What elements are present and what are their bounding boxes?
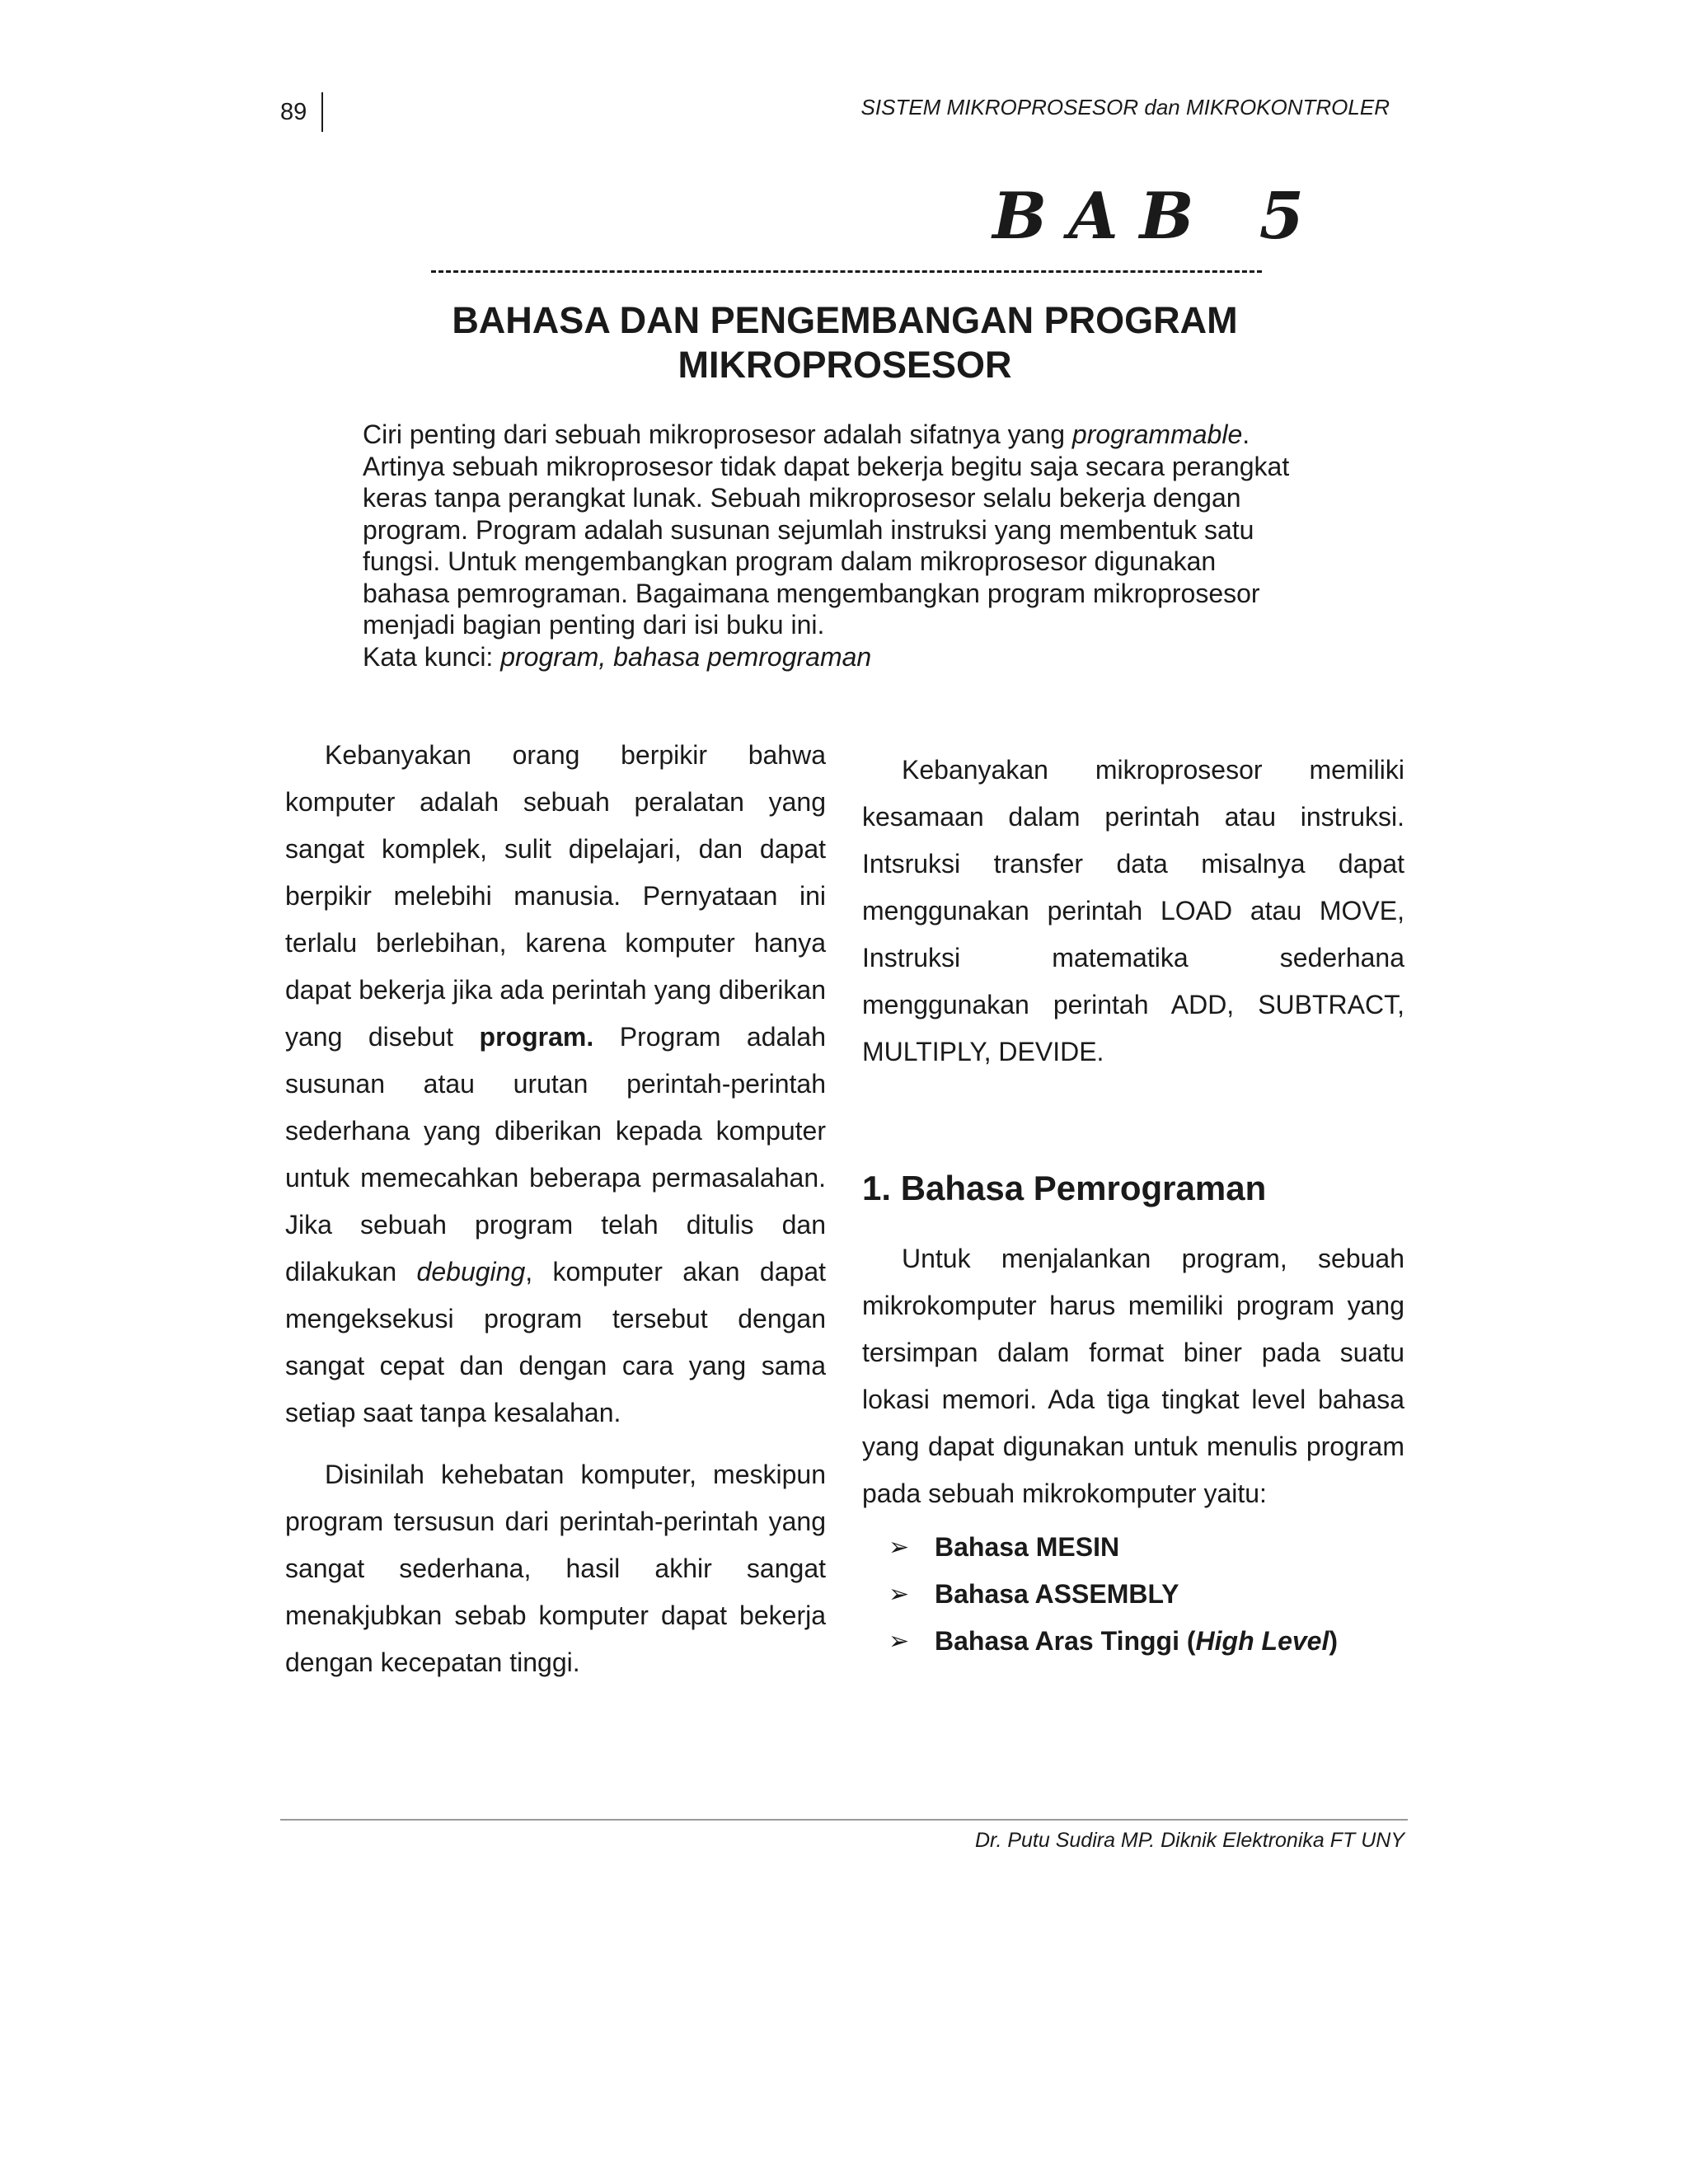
abstract-line: keras tanpa perangkat lunak. Sebuah mikroprosesor selalu bekerja dengan [363,483,1241,513]
arrow-bullet-icon: ➢ [889,1534,910,1561]
chapter-label: BAB 5 [992,179,1325,254]
list-item [862,1618,1404,1665]
abstract-emphasis: programmable [1071,419,1243,449]
paragraph-text: , komputer akan dapat mengeksekusi program tersebut dengan sangat cepat dan dengan cara yang sama setiap saat tanpa kesalahan. [285,1257,827,1427]
list-item [862,1571,1404,1618]
abstract-line: Artinya sebuah mikroprosesor tidak dapat bekerja begitu saja secara perangkat [363,451,1290,481]
left-column [285,732,826,1686]
list-item-text: Bahasa Aras Tinggi ( [935,1626,1196,1656]
paragraph-text: Kebanyakan orang berpikir bahwa komputer adalah sebuah peralatan yang sangat komplek, sulit dipelajari, dan dapat berpikir melebihi manusia. Pernyataan ini terlalu berlebihan, karena komputer hanya dapat bekerja jika ada perintah yang diberikan yang disebut [285,740,826,1052]
running-header: SISTEM MIKROPROSESOR dan MIKROKONTROLER [860,95,1390,120]
chapter-abstract [363,419,1329,673]
keywords-label: Kata kunci: [363,641,501,672]
section-heading: 1. Bahasa Pemrograman [862,1169,1267,1207]
list-item-text: Bahasa ASSEMBLY [935,1579,1179,1609]
abstract-line: menjadi bagian penting dari isi buku ini. [363,610,825,640]
right-column [862,747,1404,1665]
list-item-text: ) [1329,1626,1338,1656]
body-paragraph: Kebanyakan mikroprosesor memiliki kesamaan dalam perintah atau instruksi. Intsruksi transfer data misalnya dapat menggunakan perintah LOAD atau MOVE, Instruksi matematika sederhana menggunakan perintah ADD, SUBTRACT, MULTIPLY, DEVIDE. [862,755,1404,1066]
abstract-text: Ciri penting dari sebuah mikroprosesor adalah sifatnya yang [363,419,1072,449]
language-level-list [862,1524,1404,1665]
footer-rule [280,1819,1408,1821]
paragraph-text: Program adalah susunan atau urutan perintah-perintah sederhana yang diberikan kepada komputer untuk memecahkan beberapa permasalahan. Jika sebuah program telah ditulis dan dilakukan [285,1022,826,1286]
dashed-rule [431,270,1262,273]
body-paragraph [285,732,826,1436]
keywords: program, bahasa pemrograman [500,641,872,672]
list-item [862,1524,1404,1571]
arrow-bullet-icon: ➢ [889,1581,910,1608]
page-number: 89 [280,99,307,125]
italic-term: debuging [416,1257,526,1286]
keywords-line [363,641,1329,673]
body-paragraph: Disinilah kehebatan komputer, meskipun program tersusun dari perintah-perintah yang sangat sederhana, hasil akhir sangat menakjubkan sebab komputer dapat bekerja dengan kecepatan tinggi. [285,1460,826,1677]
footer-credit: Dr. Putu Sudira MP. Diknik Elektronika FT UNY [975,1829,1404,1852]
bold-term: program. [479,1022,594,1052]
chapter-title [379,298,1311,387]
list-item-italic: High Level [1195,1626,1329,1656]
abstract-line: bahasa pemrograman. Bagaimana mengembangkan program mikroprosesor [363,578,1260,608]
abstract-line: program. Program adalah susunan sejumlah instruksi yang membentuk satu [363,514,1254,545]
body-paragraph: Untuk menjalankan program, sebuah mikrokomputer harus memiliki program yang tersimpan dalam format biner pada suatu lokasi memori. Ada tiga tingkat level bahasa yang dapat digunakan untuk menulis program pada sebuah mikrokomputer yaitu: [862,1244,1404,1508]
abstract-line: Ciri penting dari sebuah mikroprosesor adalah sifatnya yang programmable. [363,419,1250,449]
list-item-text: Bahasa MESIN [935,1532,1120,1562]
arrow-bullet-icon: ➢ [889,1628,910,1655]
chapter-title-line-2: MIKROPROSESOR [678,344,1012,386]
chapter-title-line-1: BAHASA DAN PENGEMBANGAN PROGRAM [452,299,1238,341]
header-divider [321,92,323,132]
abstract-line: fungsi. Untuk mengembangkan program dalam mikroprosesor digunakan [363,546,1217,576]
